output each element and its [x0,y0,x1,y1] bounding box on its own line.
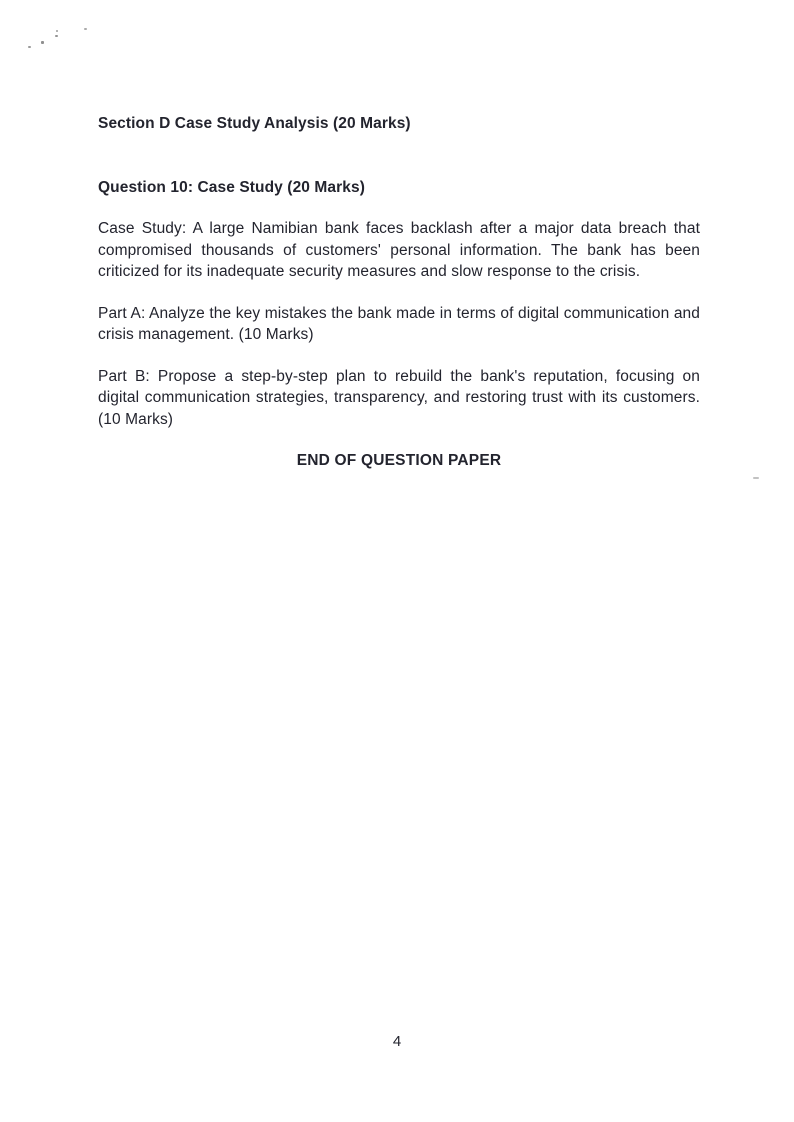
scan-artifact [41,41,44,44]
case-study-paragraph: Case Study: A large Namibian bank faces backlash after a major data breach that compromised thousands of customers' personal information. The bank has been criticized for its inadequate security measures and slow response to the crisis. [98,220,700,280]
page-number: 4 [392,1033,402,1050]
document-body [98,113,700,472]
section-heading: Section D Case Study Analysis (20 Marks) [98,115,411,132]
part-b-paragraph: Part B: Propose a step-by-step plan to rebuild the bank's reputation, focusing on digital communication strategies, transparency, and restoring trust with its customers. (10 Marks) [98,367,700,428]
scan-artifact [84,28,87,30]
scan-artifact [56,30,58,32]
scan-artifact [28,46,31,48]
scan-artifact [55,35,58,37]
part-a-paragraph: Part A: Analyze the key mistakes the bank made in terms of digital communication and crisis management. (10 Marks) [98,304,700,343]
question-heading: Question 10: Case Study (20 Marks) [98,178,365,196]
end-of-paper-notice: END OF QUESTION PAPER [296,452,502,469]
scan-artifact [753,477,759,479]
